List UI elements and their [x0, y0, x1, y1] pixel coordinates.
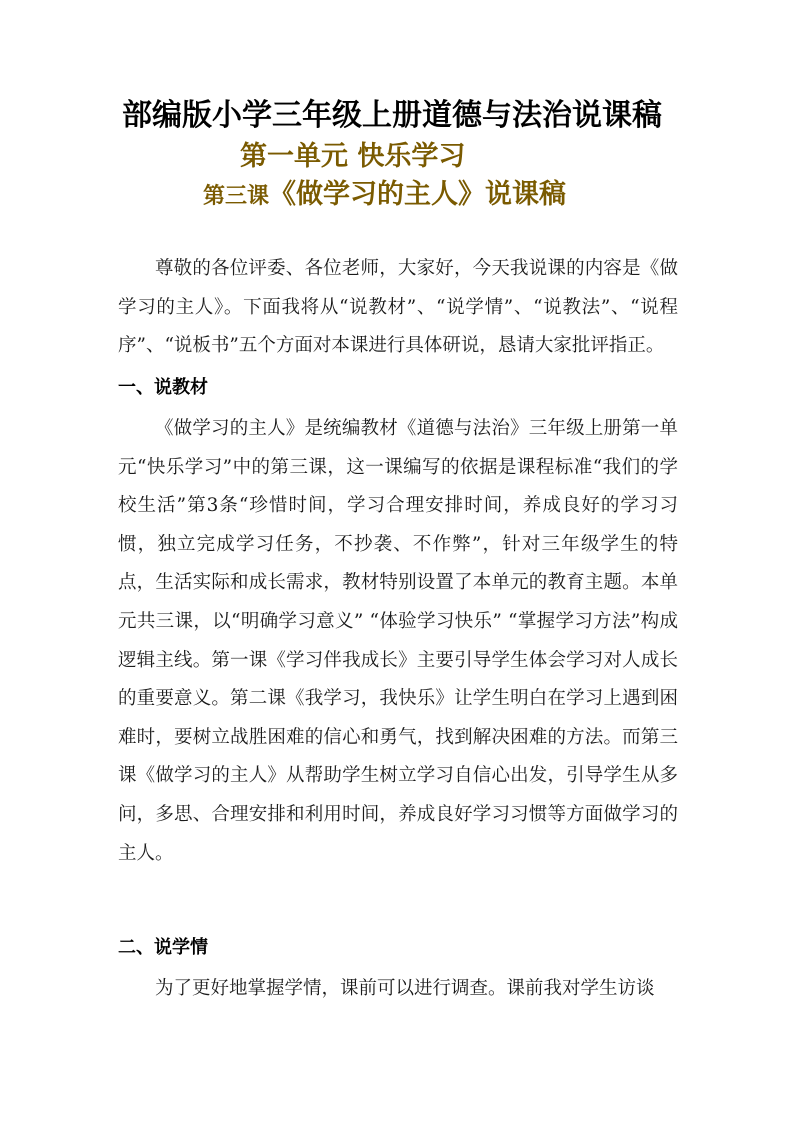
section-paragraph-learning: 为了更好地掌握学情，课前可以进行调查。课前我对学生访谈	[155, 978, 655, 999]
section-heading-learning: 二、说学情	[118, 937, 208, 958]
lesson-title	[203, 176, 566, 216]
section-paragraph-textbook: 《做学习的主人》是统编教材《道德与法治》三年级上册第一单元“快乐学习”中的第三课，这一课编写的依据是课程标准“我们的学校生活”第3条“珍惜时间，学习合理安排时间，养成良好的学习习惯，独立完成学习任务，不抄袭、不作弊”，针对三年级学生的特点，生活实际和成长需求，教材特别设置了本单元的教育主题。本单元共三课，以“明确学习意义” “体验学习快乐” “掌握学习方法”构成逻辑主线。第一课《学习伴我成长》主要引导学生体会学习对人成长的重要意义。第二课《我学习，我快乐》让学生明白在学习上遇到困难时，要树立战胜困难的信心和勇气，找到解决困难的方法。而第三课《做学习的主人》从帮助学生树立学习自信心出发，引导学生从多问，多思、合理安排和利用时间，养成良好学习习惯等方面做学习的主人。	[118, 418, 678, 864]
section-heading-textbook: 一、说教材	[118, 377, 208, 398]
lesson-prefix: 第三课	[203, 184, 270, 209]
unit-title: 第一单元 快乐学习	[240, 141, 466, 172]
intro-paragraph: 尊敬的各位评委、各位老师，大家好，今天我说课的内容是《做学习的主人》。下面我将从“说教材”、“说学情”、“说教法”、“说程序”、“说板书”五个方面对本课进行具体研说，恳请大家批评指正。	[118, 258, 678, 357]
lesson-name: 《做学习的主人》说课稿	[269, 179, 567, 210]
document-title: 部编版小学三年级上册道德与法治说课稿	[122, 98, 662, 133]
